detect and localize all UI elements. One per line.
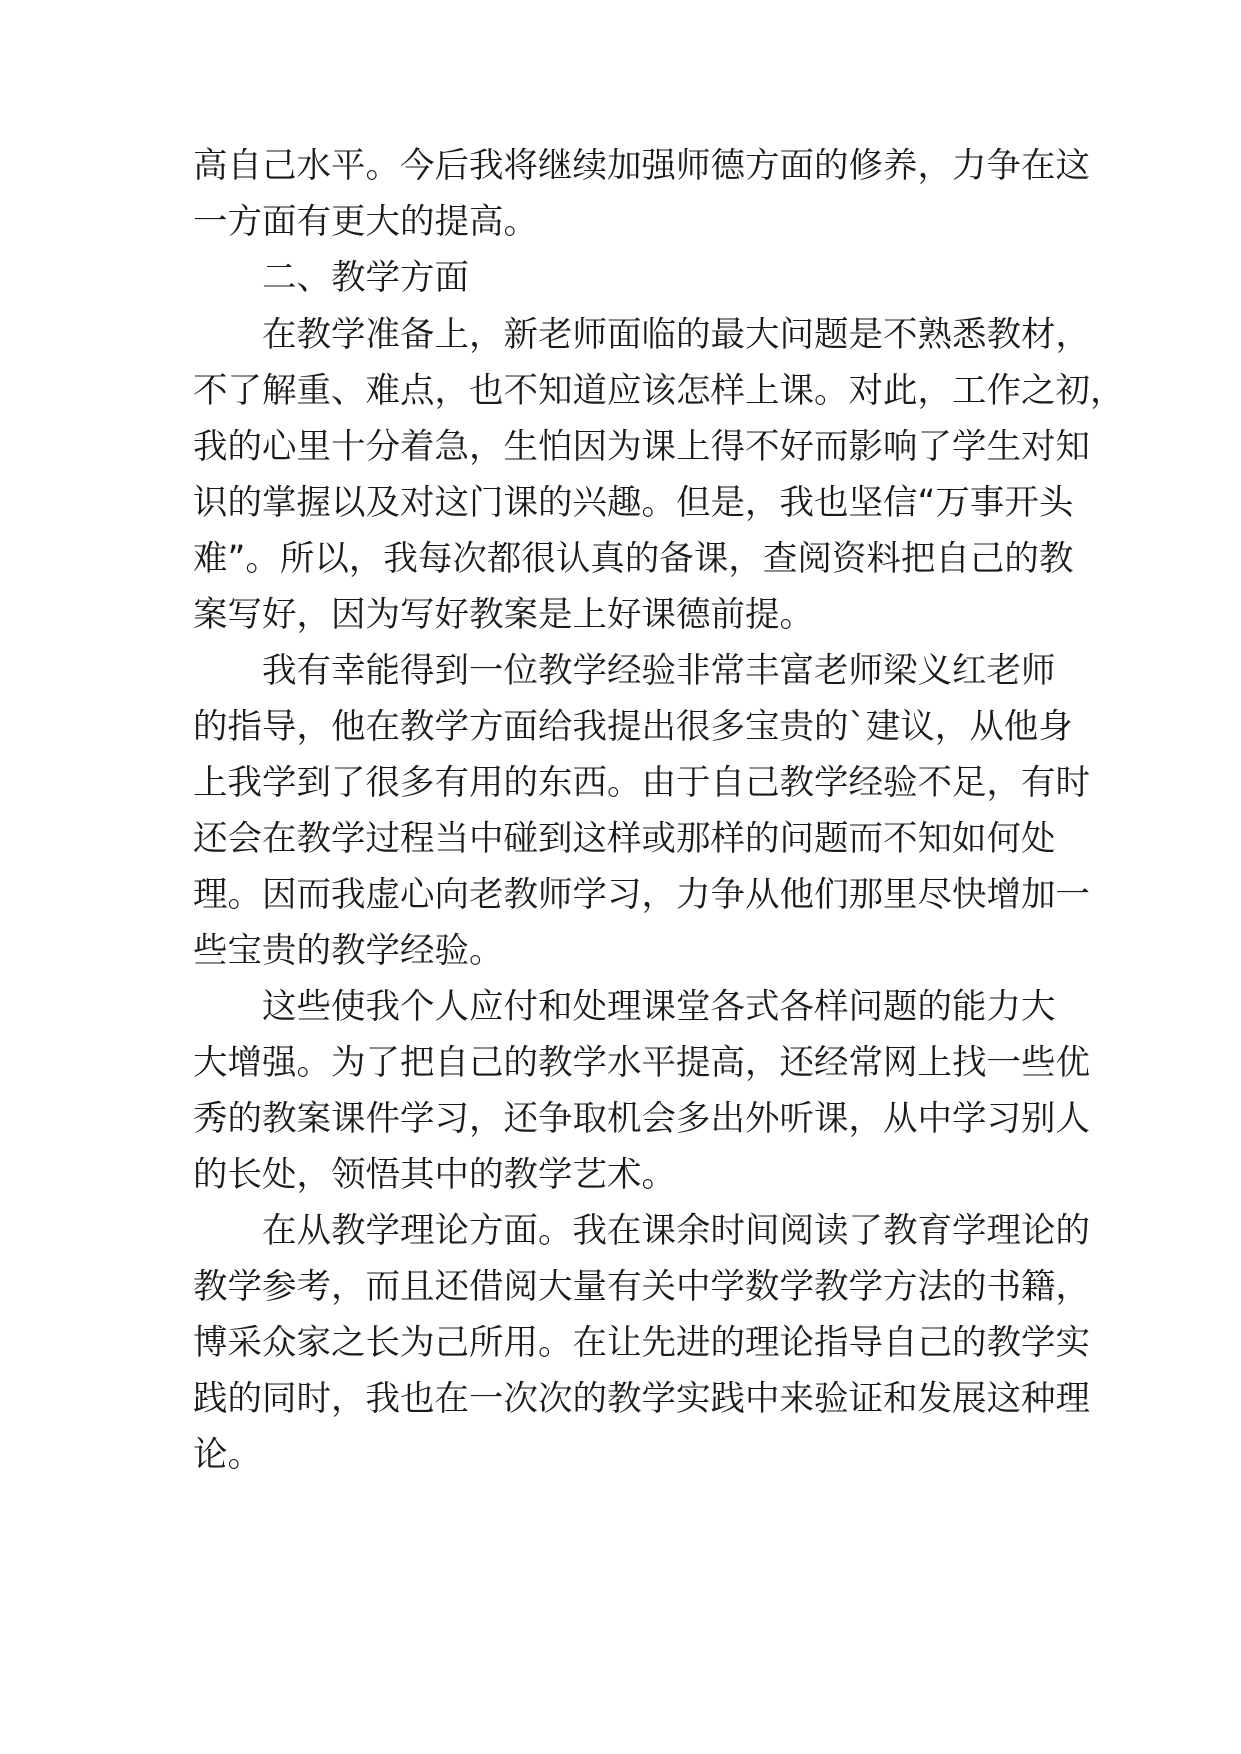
text-line: 我的心里十分着急，生怕因为课上得不好而影响了学生对知 <box>193 427 1090 467</box>
text-line: 案写好，因为写好教案是上好课德前提。 <box>193 595 814 635</box>
text-line: 大增强。为了把自己的教学水平提高，还经常网上找一些优 <box>193 1043 1090 1083</box>
text-line: 不了解重、难点，也不知道应该怎样上课。对此，工作之初， <box>193 371 1125 411</box>
text-line: 识的掌握以及对这门课的兴趣。但是，我也坚信“万事开头 <box>193 483 1074 523</box>
text-line: 难”。所以，我每次都很认真的备课，查阅资料把自己的教 <box>193 539 1074 579</box>
text-line: 的长处，领悟其中的教学艺术。 <box>193 1155 676 1195</box>
text-line: 我有幸能得到一位教学经验非常丰富老师梁义红老师 <box>262 651 1056 691</box>
text-line: 还会在教学过程当中碰到这样或那样的问题而不知如何处 <box>193 819 1056 859</box>
text-line: 理。因而我虚心向老教师学习，力争从他们那里尽快增加一 <box>193 875 1090 915</box>
text-line: 博采众家之长为己所用。在让先进的理论指导自己的教学实 <box>193 1323 1090 1363</box>
text-line: 在从教学理论方面。我在课余时间阅读了教育学理论的 <box>262 1211 1090 1251</box>
text-line: 高自己水平。今后我将继续加强师德方面的修养，力争在这 <box>193 146 1090 186</box>
text-line: 这些使我个人应付和处理课堂各式各样问题的能力大 <box>262 987 1056 1027</box>
text-line: 论。 <box>193 1435 262 1475</box>
text-line: 些宝贵的教学经验。 <box>193 931 504 971</box>
text-line: 教学参考，而且还借阅大量有关中学数学教学方法的书籍， <box>193 1267 1090 1307</box>
text-line: 一方面有更大的提高。 <box>193 202 538 242</box>
text-line: 的指导，他在教学方面给我提出很多宝贵的`建议，从他身 <box>193 707 1073 747</box>
text-line: 在教学准备上，新老师面临的最大问题是不熟悉教材， <box>262 315 1090 355</box>
section-heading: 二、教学方面 <box>262 258 469 298</box>
text-line: 践的同时，我也在一次次的教学实践中来验证和发展这种理 <box>193 1379 1090 1419</box>
text-line: 秀的教案课件学习，还争取机会多出外听课，从中学习别人 <box>193 1099 1090 1139</box>
text-line: 上我学到了很多有用的东西。由于自己教学经验不足，有时 <box>193 763 1090 803</box>
